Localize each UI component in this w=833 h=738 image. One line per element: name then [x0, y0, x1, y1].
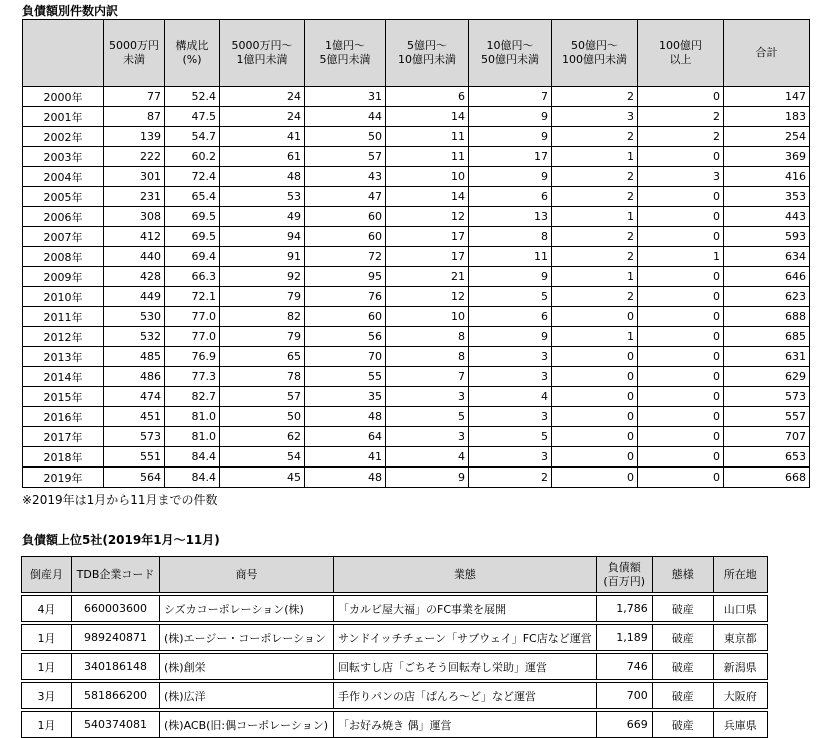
header-line: 所在地	[723, 567, 757, 581]
location-cell: 大阪府	[713, 683, 767, 709]
value-cell: 5	[386, 407, 469, 427]
table-row	[23, 187, 810, 207]
table-row	[23, 167, 810, 187]
header-line: 態様	[671, 567, 694, 581]
table-row	[23, 387, 810, 407]
value-cell: 2	[469, 467, 552, 488]
table1-header-cell	[220, 20, 305, 87]
value-cell: 21	[386, 267, 469, 287]
value-cell: 2	[552, 247, 638, 267]
value-cell: 55	[305, 367, 386, 387]
type-cell: 破産	[652, 625, 713, 651]
value-cell: 0	[638, 347, 724, 367]
type-cell: 破産	[652, 712, 713, 738]
value-cell: 3	[469, 447, 552, 468]
top5-companies-table	[21, 556, 768, 738]
value-cell: 557	[724, 407, 810, 427]
value-cell: 0	[552, 407, 638, 427]
table2-header-cell	[160, 557, 334, 593]
table1-note: ※2019年は1月から11月までの件数	[22, 493, 218, 507]
table1-title: 負債額別件数内訳	[22, 4, 119, 18]
value-cell: 6	[386, 87, 469, 107]
value-cell: 79	[220, 327, 305, 347]
company-name-cell: (株)ACB(旧:偶コーポレーション)	[160, 712, 334, 738]
value-cell: 0	[638, 287, 724, 307]
value-cell: 45	[220, 467, 305, 488]
header-line: 10億円～ 50億円未満	[481, 39, 539, 66]
value-cell: 0	[638, 407, 724, 427]
value-cell: 4	[469, 387, 552, 407]
value-cell: 10	[386, 307, 469, 327]
header-line: 業態	[453, 567, 476, 581]
business-cell: 「カルビ屋大福」のFC事業を展開	[334, 596, 597, 622]
month-cell: 1月	[22, 625, 72, 651]
business-cell: 手作りパンの店「ぱんろ～ど」など運営	[334, 683, 597, 709]
table2-header-cell	[652, 557, 713, 593]
value-cell: 43	[305, 167, 386, 187]
header-line: 5000万円～ 1億円未満	[231, 39, 293, 66]
table1-header-cell	[165, 20, 220, 87]
value-cell: 485	[104, 347, 165, 367]
table-row	[23, 287, 810, 307]
value-cell: 0	[552, 467, 638, 488]
value-cell: 31	[305, 87, 386, 107]
value-cell: 0	[638, 147, 724, 167]
debt-amount-cell: 1,189	[596, 625, 652, 651]
value-cell: 2	[552, 167, 638, 187]
location-cell: 東京都	[713, 625, 767, 651]
value-cell: 9	[386, 467, 469, 488]
year-cell: 2009年	[23, 267, 104, 287]
header-line: 負債額 (百万円)	[603, 560, 645, 588]
value-cell: 3	[386, 427, 469, 447]
year-cell: 2012年	[23, 327, 104, 347]
table1-header-cell	[469, 20, 552, 87]
value-cell: 72.4	[165, 167, 220, 187]
value-cell: 369	[724, 147, 810, 167]
value-cell: 530	[104, 307, 165, 327]
value-cell: 44	[305, 107, 386, 127]
header-line: 5億円～ 10億円未満	[398, 39, 456, 66]
value-cell: 77.0	[165, 327, 220, 347]
year-cell: 2011年	[23, 307, 104, 327]
company-name-cell: シズカコーポレーション(株)	[160, 596, 334, 622]
value-cell: 17	[469, 147, 552, 167]
value-cell: 0	[638, 227, 724, 247]
value-cell: 0	[552, 367, 638, 387]
debt-amount-cell: 746	[596, 654, 652, 680]
table2-header-cell	[713, 557, 767, 593]
value-cell: 3	[638, 167, 724, 187]
year-cell: 2013年	[23, 347, 104, 367]
company-name-cell: (株)創栄	[160, 654, 334, 680]
value-cell: 54	[220, 447, 305, 468]
value-cell: 440	[104, 247, 165, 267]
value-cell: 24	[220, 107, 305, 127]
header-line: 商号	[235, 567, 258, 581]
value-cell: 0	[638, 467, 724, 488]
value-cell: 84.4	[165, 447, 220, 468]
value-cell: 12	[386, 207, 469, 227]
value-cell: 57	[305, 147, 386, 167]
value-cell: 0	[638, 307, 724, 327]
table-row	[23, 87, 810, 107]
month-cell: 3月	[22, 683, 72, 709]
tdb-code-cell: 660003600	[72, 596, 160, 622]
value-cell: 1	[552, 147, 638, 167]
value-cell: 428	[104, 267, 165, 287]
table1-header-cell	[552, 20, 638, 87]
table1-header-cell	[638, 20, 724, 87]
value-cell: 6	[469, 187, 552, 207]
table2-header-cell	[22, 557, 72, 593]
value-cell: 0	[552, 427, 638, 447]
table1-header-cell	[724, 20, 810, 87]
table-row	[23, 327, 810, 347]
value-cell: 1	[552, 327, 638, 347]
table-row	[23, 427, 810, 447]
header-line: 倒産月	[30, 567, 63, 581]
table1-header-cell	[386, 20, 469, 87]
table-row	[23, 347, 810, 367]
year-cell: 2014年	[23, 367, 104, 387]
value-cell: 0	[552, 447, 638, 468]
value-cell: 653	[724, 447, 810, 468]
value-cell: 77	[104, 87, 165, 107]
value-cell: 12	[386, 287, 469, 307]
value-cell: 147	[724, 87, 810, 107]
table1-header-cell	[23, 20, 104, 87]
table2-header-cell	[72, 557, 160, 593]
value-cell: 532	[104, 327, 165, 347]
value-cell: 47	[305, 187, 386, 207]
value-cell: 65.4	[165, 187, 220, 207]
value-cell: 48	[305, 467, 386, 488]
month-cell: 1月	[22, 712, 72, 738]
value-cell: 685	[724, 327, 810, 347]
value-cell: 76.9	[165, 347, 220, 367]
table-row	[23, 307, 810, 327]
value-cell: 4	[386, 447, 469, 468]
value-cell: 9	[469, 127, 552, 147]
table-row	[22, 683, 768, 709]
table2-header-cell	[334, 557, 597, 593]
value-cell: 2	[552, 187, 638, 207]
value-cell: 9	[469, 107, 552, 127]
value-cell: 66.3	[165, 267, 220, 287]
header-line: 構成比 (%)	[175, 39, 209, 66]
table2-title: 負債額上位5社(2019年1月～11月)	[22, 533, 220, 547]
debt-amount-cell: 700	[596, 683, 652, 709]
value-cell: 41	[305, 447, 386, 468]
header-line: 100億円 以上	[659, 39, 702, 66]
value-cell: 449	[104, 287, 165, 307]
location-cell: 兵庫県	[713, 712, 767, 738]
table2-header-row	[22, 557, 768, 593]
value-cell: 48	[305, 407, 386, 427]
value-cell: 8	[386, 347, 469, 367]
value-cell: 3	[552, 107, 638, 127]
value-cell: 183	[724, 107, 810, 127]
value-cell: 564	[104, 467, 165, 488]
value-cell: 0	[638, 267, 724, 287]
value-cell: 14	[386, 187, 469, 207]
value-cell: 24	[220, 87, 305, 107]
value-cell: 353	[724, 187, 810, 207]
value-cell: 69.5	[165, 207, 220, 227]
value-cell: 2	[552, 287, 638, 307]
table-row	[23, 207, 810, 227]
value-cell: 95	[305, 267, 386, 287]
table1-header-cell	[305, 20, 386, 87]
value-cell: 53	[220, 187, 305, 207]
table-row	[23, 147, 810, 167]
table-row	[23, 127, 810, 147]
table-row	[23, 447, 810, 468]
debt-distribution-table	[22, 19, 810, 488]
debt-amount-cell: 1,786	[596, 596, 652, 622]
value-cell: 11	[386, 147, 469, 167]
value-cell: 11	[386, 127, 469, 147]
value-cell: 0	[638, 387, 724, 407]
value-cell: 3	[469, 407, 552, 427]
value-cell: 1	[552, 207, 638, 227]
value-cell: 62	[220, 427, 305, 447]
tdb-code-cell: 989240871	[72, 625, 160, 651]
value-cell: 41	[220, 127, 305, 147]
value-cell: 81.0	[165, 407, 220, 427]
value-cell: 443	[724, 207, 810, 227]
table-row	[23, 267, 810, 287]
value-cell: 94	[220, 227, 305, 247]
value-cell: 5	[469, 427, 552, 447]
value-cell: 17	[386, 247, 469, 267]
value-cell: 72.1	[165, 287, 220, 307]
value-cell: 64	[305, 427, 386, 447]
value-cell: 0	[638, 427, 724, 447]
value-cell: 0	[552, 347, 638, 367]
value-cell: 7	[469, 87, 552, 107]
value-cell: 79	[220, 287, 305, 307]
tdb-code-cell: 540374081	[72, 712, 160, 738]
value-cell: 10	[386, 167, 469, 187]
value-cell: 57	[220, 387, 305, 407]
value-cell: 50	[305, 127, 386, 147]
value-cell: 707	[724, 427, 810, 447]
value-cell: 72	[305, 247, 386, 267]
value-cell: 0	[552, 387, 638, 407]
header-line: 1億円～ 5億円未満	[319, 39, 371, 66]
value-cell: 2	[638, 107, 724, 127]
table-row	[22, 596, 768, 622]
header-line: 50億円～ 100億円未満	[562, 39, 627, 66]
value-cell: 69.5	[165, 227, 220, 247]
table-row	[23, 107, 810, 127]
value-cell: 8	[469, 227, 552, 247]
year-cell: 2000年	[23, 87, 104, 107]
value-cell: 13	[469, 207, 552, 227]
value-cell: 70	[305, 347, 386, 367]
type-cell: 破産	[652, 596, 713, 622]
value-cell: 47.5	[165, 107, 220, 127]
business-cell: サンドイッチチェーン「サブウェイ」FC店など運営	[334, 625, 597, 651]
value-cell: 1	[638, 247, 724, 267]
debt-amount-cell: 669	[596, 712, 652, 738]
tdb-code-cell: 340186148	[72, 654, 160, 680]
value-cell: 0	[638, 207, 724, 227]
type-cell: 破産	[652, 654, 713, 680]
value-cell: 77.0	[165, 307, 220, 327]
value-cell: 87	[104, 107, 165, 127]
value-cell: 3	[469, 347, 552, 367]
value-cell: 1	[552, 267, 638, 287]
header-line: 5000万円 未満	[109, 39, 159, 66]
value-cell: 2	[552, 227, 638, 247]
value-cell: 0	[638, 327, 724, 347]
month-cell: 1月	[22, 654, 72, 680]
header-line: 合計	[755, 46, 778, 59]
value-cell: 49	[220, 207, 305, 227]
table1-header-row	[23, 20, 810, 87]
year-cell: 2010年	[23, 287, 104, 307]
value-cell: 0	[552, 307, 638, 327]
value-cell: 78	[220, 367, 305, 387]
company-name-cell: (株)エージー・コーポレーション	[160, 625, 334, 651]
value-cell: 7	[386, 367, 469, 387]
value-cell: 254	[724, 127, 810, 147]
table-row	[23, 407, 810, 427]
value-cell: 451	[104, 407, 165, 427]
value-cell: 60	[305, 227, 386, 247]
value-cell: 65	[220, 347, 305, 367]
value-cell: 629	[724, 367, 810, 387]
value-cell: 84.4	[165, 467, 220, 488]
value-cell: 308	[104, 207, 165, 227]
value-cell: 82	[220, 307, 305, 327]
value-cell: 3	[469, 367, 552, 387]
value-cell: 60	[305, 207, 386, 227]
value-cell: 0	[638, 187, 724, 207]
value-cell: 52.4	[165, 87, 220, 107]
value-cell: 60	[305, 307, 386, 327]
year-cell: 2007年	[23, 227, 104, 247]
value-cell: 60.2	[165, 147, 220, 167]
value-cell: 82.7	[165, 387, 220, 407]
table2-header-cell	[596, 557, 652, 593]
value-cell: 50	[220, 407, 305, 427]
year-cell: 2006年	[23, 207, 104, 227]
value-cell: 668	[724, 467, 810, 488]
value-cell: 2	[638, 127, 724, 147]
value-cell: 634	[724, 247, 810, 267]
value-cell: 77.3	[165, 367, 220, 387]
value-cell: 2	[552, 127, 638, 147]
value-cell: 8	[386, 327, 469, 347]
value-cell: 593	[724, 227, 810, 247]
value-cell: 6	[469, 307, 552, 327]
year-cell: 2019年	[23, 467, 104, 488]
value-cell: 81.0	[165, 427, 220, 447]
table-row	[22, 625, 768, 651]
value-cell: 139	[104, 127, 165, 147]
year-cell: 2017年	[23, 427, 104, 447]
value-cell: 69.4	[165, 247, 220, 267]
value-cell: 9	[469, 167, 552, 187]
value-cell: 76	[305, 287, 386, 307]
table-row	[22, 654, 768, 680]
value-cell: 573	[724, 387, 810, 407]
tdb-code-cell: 581866200	[72, 683, 160, 709]
table-row	[23, 247, 810, 267]
table-row	[23, 367, 810, 387]
header-line: TDB企業コード	[76, 567, 155, 581]
value-cell: 14	[386, 107, 469, 127]
value-cell: 623	[724, 287, 810, 307]
year-cell: 2003年	[23, 147, 104, 167]
value-cell: 0	[638, 447, 724, 468]
business-cell: 回転すし店「ごちそう回転寿し栄助」運営	[334, 654, 597, 680]
year-cell: 2001年	[23, 107, 104, 127]
value-cell: 474	[104, 387, 165, 407]
value-cell: 56	[305, 327, 386, 347]
value-cell: 5	[469, 287, 552, 307]
business-cell: 「お好み焼き 偶」運営	[334, 712, 597, 738]
value-cell: 3	[386, 387, 469, 407]
value-cell: 9	[469, 327, 552, 347]
value-cell: 92	[220, 267, 305, 287]
value-cell: 551	[104, 447, 165, 468]
table-row	[23, 227, 810, 247]
company-name-cell: (株)広洋	[160, 683, 334, 709]
value-cell: 412	[104, 227, 165, 247]
type-cell: 破産	[652, 683, 713, 709]
year-cell: 2005年	[23, 187, 104, 207]
value-cell: 0	[638, 87, 724, 107]
value-cell: 631	[724, 347, 810, 367]
year-cell: 2004年	[23, 167, 104, 187]
value-cell: 54.7	[165, 127, 220, 147]
value-cell: 486	[104, 367, 165, 387]
year-cell: 2018年	[23, 447, 104, 468]
value-cell: 35	[305, 387, 386, 407]
value-cell: 61	[220, 147, 305, 167]
year-cell: 2008年	[23, 247, 104, 267]
year-cell: 2016年	[23, 407, 104, 427]
month-cell: 4月	[22, 596, 72, 622]
year-cell: 2002年	[23, 127, 104, 147]
value-cell: 301	[104, 167, 165, 187]
year-cell: 2015年	[23, 387, 104, 407]
location-cell: 山口県	[713, 596, 767, 622]
value-cell: 9	[469, 267, 552, 287]
value-cell: 48	[220, 167, 305, 187]
value-cell: 231	[104, 187, 165, 207]
value-cell: 573	[104, 427, 165, 447]
value-cell: 11	[469, 247, 552, 267]
value-cell: 91	[220, 247, 305, 267]
value-cell: 2	[552, 87, 638, 107]
value-cell: 688	[724, 307, 810, 327]
value-cell: 222	[104, 147, 165, 167]
value-cell: 646	[724, 267, 810, 287]
table-row	[23, 467, 810, 488]
value-cell: 0	[638, 367, 724, 387]
value-cell: 416	[724, 167, 810, 187]
value-cell: 17	[386, 227, 469, 247]
location-cell: 新潟県	[713, 654, 767, 680]
table1-header-cell	[104, 20, 165, 87]
